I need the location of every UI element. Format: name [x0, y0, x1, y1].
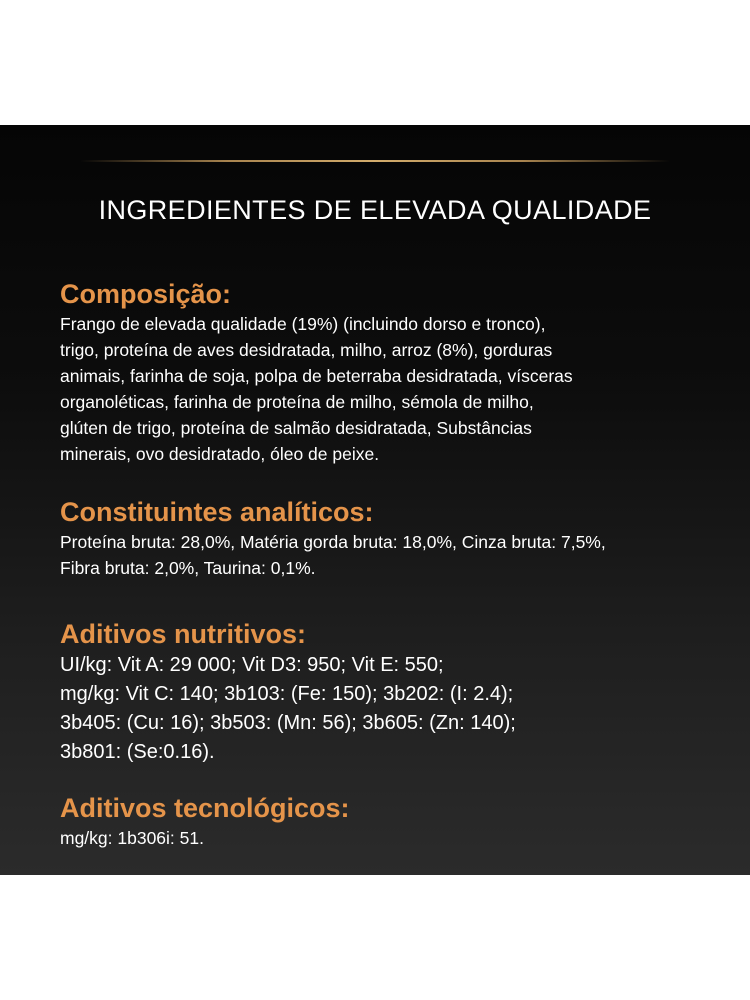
technological-additives-heading: Aditivos tecnológicos: [60, 793, 350, 823]
composition-text [60, 311, 720, 467]
technological-additives-section [60, 791, 720, 851]
nutritional-additives-line: mg/kg: Vit C: 140; 3b103: (Fe: 150); 3b202: (I: 2.4); [60, 683, 514, 705]
nutritional-additives-line: 3b405: (Cu: 16); 3b503: (Mn: 56); 3b605: (Zn: 140); [60, 712, 516, 734]
analytical-constituents-line: Fibra bruta: 2,0%, Taurina: 0,1%. [60, 558, 316, 578]
composition-heading: Composição: [60, 279, 232, 309]
nutritional-additives-section [60, 617, 720, 767]
analytical-constituents-heading: Constituintes analíticos: [60, 497, 374, 527]
composition-line: glúten de trigo, proteína de salmão desidratada, Substâncias [60, 418, 532, 438]
nutritional-additives-heading: Aditivos nutritivos: [60, 619, 307, 649]
nutritional-additives-text [60, 651, 720, 767]
nutritional-additives-line: 3b801: (Se:0.16). [60, 741, 215, 763]
composition-line: Frango de elevada qualidade (19%) (incluindo dorso e tronco), [60, 314, 546, 334]
composition-line: trigo, proteína de aves desidratada, milho, arroz (8%), gorduras [60, 340, 553, 360]
gold-divider [80, 160, 670, 162]
analytical-constituents-text [60, 529, 720, 581]
composition-line: organoléticas, farinha de proteína de milho, sémola de milho, [60, 392, 534, 412]
analytical-constituents-line: Proteína bruta: 28,0%, Matéria gorda bruta: 18,0%, Cinza bruta: 7,5%, [60, 532, 606, 552]
analytical-constituents-section [60, 495, 720, 581]
ingredients-panel [0, 125, 750, 875]
page-title: INGREDIENTES DE ELEVADA QUALIDADE [98, 195, 652, 225]
composition-section [60, 277, 720, 467]
nutritional-additives-line: UI/kg: Vit A: 29 000; Vit D3: 950; Vit E: 550; [60, 654, 444, 676]
technological-additives-text [60, 825, 720, 851]
composition-line: animais, farinha de soja, polpa de beterraba desidratada, vísceras [60, 366, 573, 386]
composition-line: minerais, ovo desidratado, óleo de peixe. [60, 444, 380, 464]
technological-additives-line: mg/kg: 1b306i: 51. [60, 828, 204, 848]
